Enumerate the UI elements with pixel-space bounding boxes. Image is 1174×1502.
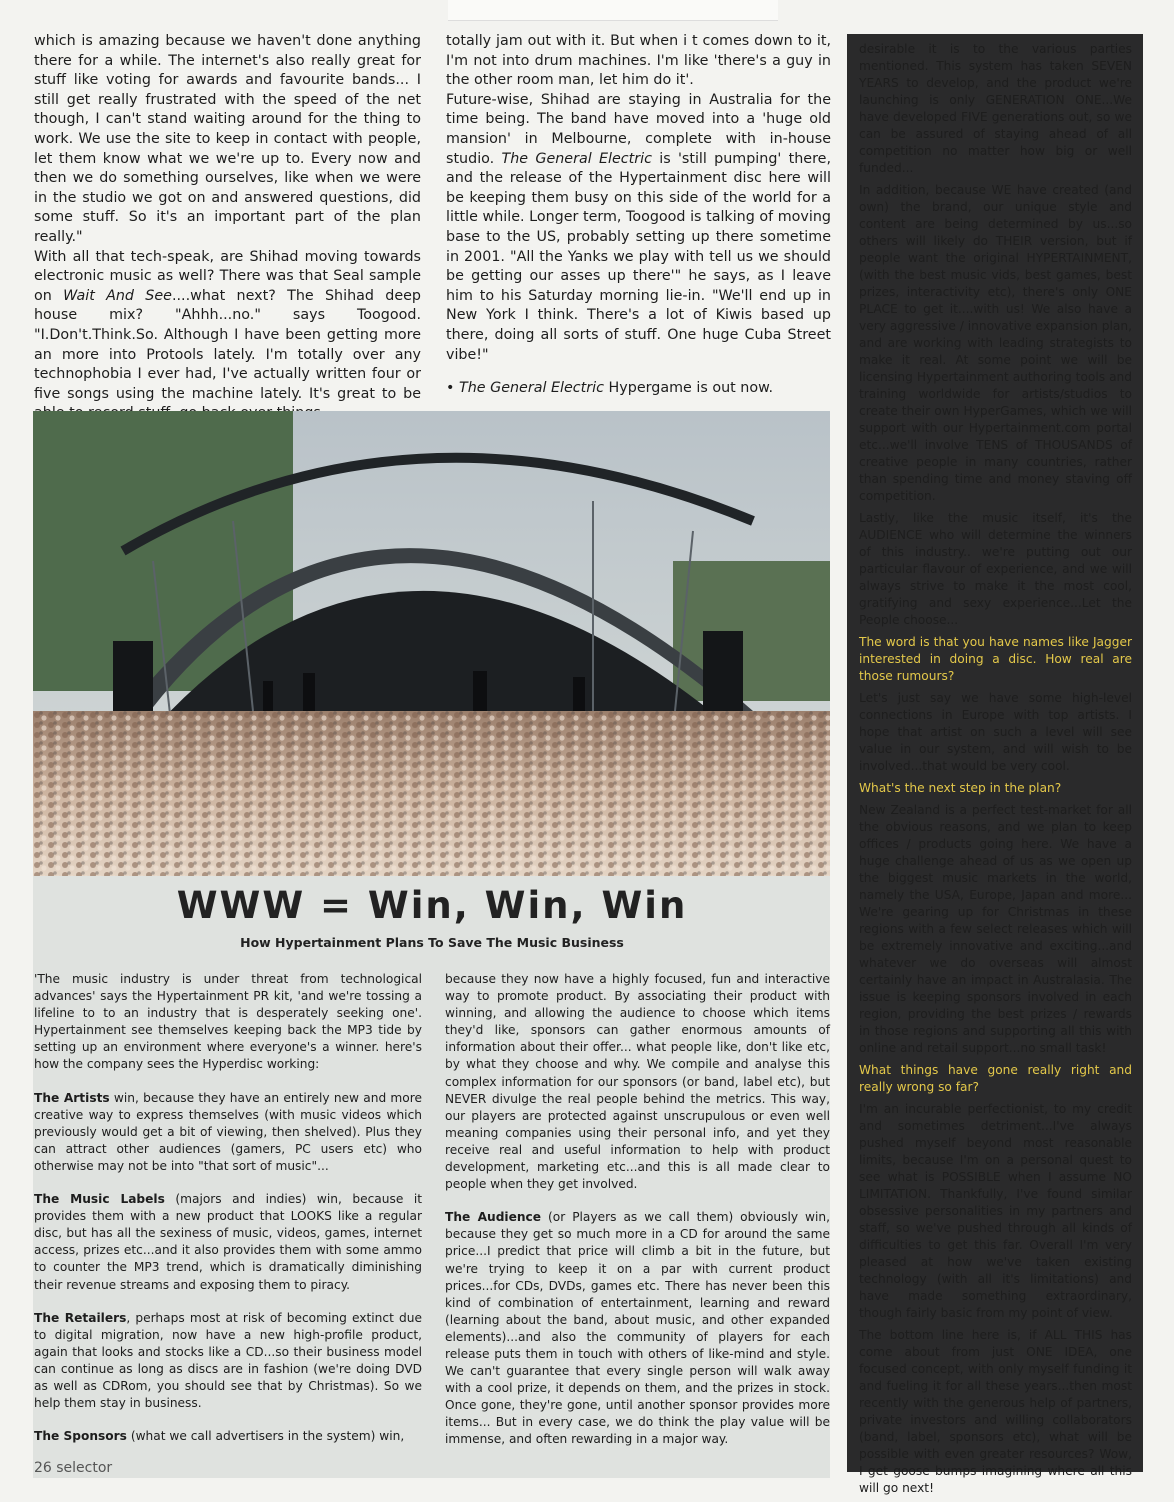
release-note: • The General Electric Hypergame is out now. — [446, 380, 774, 397]
concert-photo — [33, 411, 830, 876]
interview-question: The word is that you have names like Jagger interested in doing a disc. How real are those rumours? — [859, 635, 1132, 683]
paragraph: In addition, because WE have created (and own) the brand, our unique style and content are being determined by us...so others will likely do THEIR version, but if people want the original HYPERTAINMENT, (with the best music vids, best games, best prizes, interactivity etc), there's only ONE PLACE to get it....with us! We also have a very aggressive / innovative expansion plan, and are working with leading strategists to make it real. At some point we will be licensing Hypertainment authoring tools and training worldwide for artists/studios to create their own HyperGames, which we will support with our Hypertainment.com portal etc...we'll involve TENS of THOUSANDS of creative people in many countries, rather than spending time and money staving off competition. — [859, 183, 1132, 503]
paragraph: 'The music industry is under threat from technological advances' says the Hypertainment PR kit, 'and we're tossing a lifeline to to an industry that is desperately seeking one'. Hypertainment see themselves keeping back the MP3 tide by setting up an environment where everyone's a winner. here's how the company sees the Hyperdisc working: — [34, 972, 422, 1072]
interview-question: What's the next step in the plan? — [859, 781, 1062, 795]
sidebar-text — [859, 41, 1132, 1502]
paragraph: The Audience (or Players as we call them) obviously win, because they get so much more in a CD for around the same price...I predict that price will climb a bit in the future, but we're trying to keep it on a par with current product prices...for CDs, DVDs, games etc. There has never been this kind of combination of entertainment, learning and reward (learning about the band, about music, and other expanded elements)...and also the community of players for each release puts them in touch with others of like-mind and style. We can't guarantee that every single person will walk away with a cool prize, it depends on them, and the prizes in stock. Once gone, they're gone, until another sponsor provides more items... But in every case, we do think the play value will be immense, and often rewarding in a major way. — [445, 1210, 830, 1447]
paragraph: which is amazing because we haven't done anything there for a while. The internet's also really great for stuff like voting for awards and favourite bands... I still get really frustrated with the speed of the net though, I can't stand waiting around for the thing to work. We use the site to keep in contact with people, let them know what we we're up to. Every now and then we do something ourselves, like when we were in the studio we got on and answered questions, did some stuff. So it's an important part of the plan really." — [34, 33, 421, 245]
paragraph: The Sponsors (what we call advertisers in the system) win, — [34, 1429, 405, 1444]
paragraph: Future-wise, Shihad are staying in Australia for the time being. The band have moved into a 'huge old mansion' in Melbourne, complete with in-house studio. The General Electric is 'still pumping' there, and the release of the Hypertainment disc here will be keeping them busy on this side of the world for a little while. Longer term, Toogood is talking of moving base to the US, probably setting up there sometime in 2001. "All the Yanks we play with tell us we should be getting our asses up there'" he says, as I leave him to his Saturday morning lie-in. "We'll end up in New York I think. There's a lot of Kiwis based up there, doing all sorts of stuff. One huge Cuba Street vibe!" — [446, 91, 831, 363]
article-column-1 — [34, 32, 421, 424]
feature-headline: WWW = Win, Win, Win — [176, 884, 688, 927]
paragraph: With all that tech-speak, are Shihad moving towards electronic music as well? There was that Seal sample on Wait And See....what next? The Shihad deep house mix? "Ahhh...no." says Toogood. "I.Don't.Think.So. Although I have been getting more an more into Protools lately. I'm totally over any technophobia I ever had, I've actually written four or five songs using the machine lately. It's great to be — [34, 248, 422, 402]
torn-paper-edge — [448, 0, 778, 21]
feature-subhead: How Hypertainment Plans To Save The Music Business — [240, 935, 624, 950]
interview-answer: Let's just say we have some high-level connections in Europe with top artists. I hope that artist on such a level will see value in our system, and will wish to be involved...that would be very cool. — [859, 691, 1132, 773]
feature-column-right — [445, 971, 830, 1449]
interview-answer: New Zealand is a perfect test-market for all the obvious reasons, and we plan to keep offices / products going here. We have a huge challenge ahead of us as we open up the biggest music markets in the world, namely the USA, Europe, Japan and more... We're gearing up for Christmas in these regions with a few select releases which will be extremely innovative and exciting...and whatever we do overseas will almost certainly have an impact in Australasia. The issue is keeping sponsors involved in each region, providing the best prizes / rewards in those regions and supporting all this with online and retail support...no small task! — [859, 803, 1132, 1055]
paragraph: The Music Labels (majors and indies) win, because it provides them with a new product that LOOKS like a regular disc, but has all the sexiness of music, videos, games, internet access, prizes etc...and it also provides them with some ammo to counter the MP3 trend, which is dramatically diminishing their revenue streams and exposing them to piracy. — [34, 1192, 422, 1292]
interview-answer: I'm an incurable perfectionist, to my credit and sometimes detriment...I've always pushed myself beyond most reasonable limits, because I'm on a personal quest to see what is POSSIBLE when I assume NO LIMITATION. Thankfully, I've found similar obsessive personalities in my partners and staff, so we've pushed through all kinds of difficulties to get this far. Overall I'm very pleased at how we've taken existing technology (with all it's limitations) and have made something extraordinary, though fairly basic from my point of view. — [859, 1102, 1132, 1320]
paragraph: The Artists win, because they have an entirely new and more creative way to express themselves (with music videos which previously would get a bit of viewing, then shelved). Plus they can attract other audiences (gamers, PC users etc) who otherwise may not be into "that sort of music"... — [34, 1090, 422, 1173]
paragraph: desirable it is to the various parties mentioned. This system has taken SEVEN YEARS to develop, and the product we're launching is only GENERATION ONE...We have developed FIVE generations out, so we can be assured of staying ahead of all competition no matter how big or well funded... — [859, 42, 1132, 175]
paragraph: The Retailers, perhaps most at risk of becoming extinct due to digital migration, now have a new high-profile product, again that looks and stocks like a CD...so their business model can continue as long as discs are in fashion (we're doing DVD as well as CDRom, you should see that by Christmas). So we help them stay in business. — [34, 1310, 422, 1411]
interview-question: What things have gone really right and really wrong so far? — [859, 1063, 1132, 1094]
paragraph: because they now have a highly focused, fun and interactive way to promote product. By associating their product with winning, and allowing the audience to choose which items they'd like, sponsors can gather enormous amounts of information about their offer... what people like, don't like etc, by what they choose and why. We compile and analyse this complex information for our sponsors (or band, label etc), but NEVER divulge the real people behind the metrics. This way, our players are protected against unscrupulous or even well meaning companies using their personal info, and yet they receive real and useful information to help with product development, marketing etc...and this is all made clear to people when they get involved. — [445, 972, 830, 1192]
paragraph: totally jam out with it. But when i t comes down to it, I'm not into drum machines. I'm like 'there's a guy in the other room man, let him do it'. — [446, 33, 831, 89]
paragraph: The bottom line here is, if ALL THIS has come about from just ONE IDEA, one focused concept, with only myself funding it and fueling it for all these years...then most recently with the generous help of partners, private investors and willing collaborators (band, label, sponsors etc), what will be possible with even greater resources? Wow, I get goose bumps imagining where all this will go next! — [859, 1328, 1132, 1495]
page-footer: 26 selector — [34, 1460, 113, 1476]
paragraph: Lastly, like the music itself, it's the AUDIENCE who will determine the winners of this industry.. we're putting out our particular flavour of experience, and we will always strive to make it the most cool, gratifying and sexy experience...Let the People choose... — [859, 511, 1132, 627]
article-column-2 — [446, 32, 831, 399]
feature-column-left — [34, 971, 422, 1445]
